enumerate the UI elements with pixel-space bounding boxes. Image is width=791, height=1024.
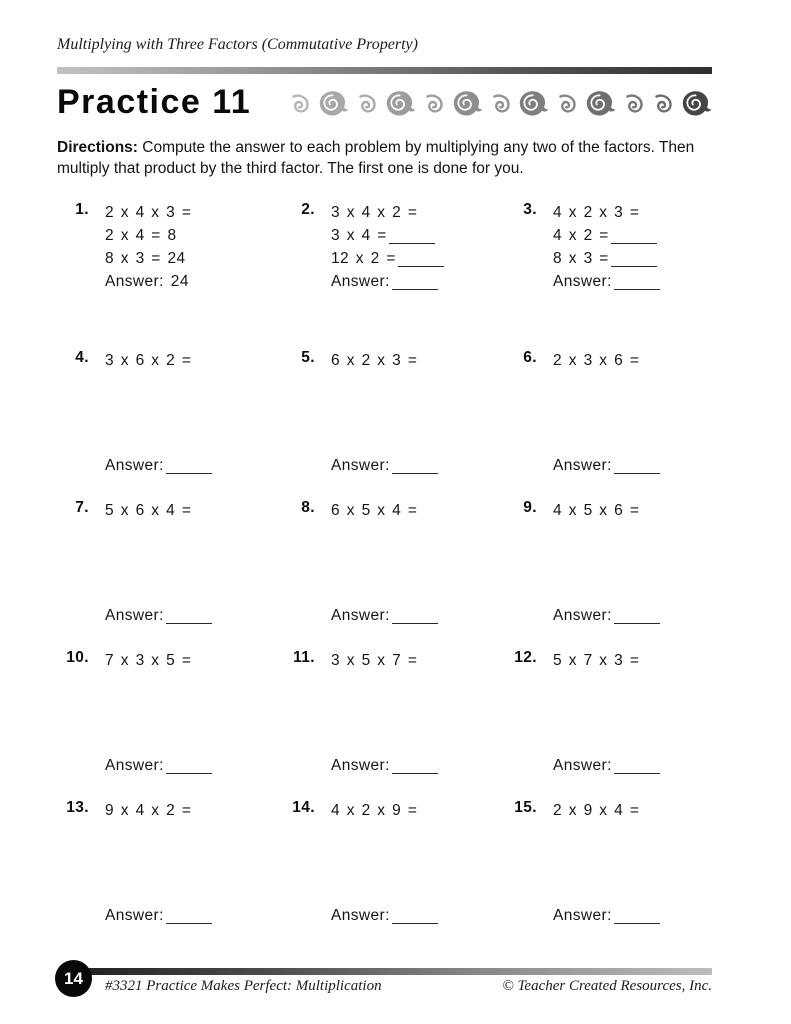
problem-equation: 7 x 3 x 5 = bbox=[105, 652, 192, 669]
problem bbox=[505, 201, 712, 349]
answer-blank-line[interactable] bbox=[392, 458, 438, 475]
masthead bbox=[57, 79, 712, 125]
problem-number: 1. bbox=[75, 201, 89, 218]
answer-blank-line[interactable] bbox=[392, 908, 438, 925]
answer-blank-line[interactable] bbox=[614, 458, 660, 475]
shell-spiral-icon bbox=[423, 93, 445, 115]
work-step: 2 x 4 = 8 bbox=[105, 227, 177, 244]
work-step: 12 x 2 = bbox=[331, 247, 505, 270]
work-step: 4 x 2 = bbox=[553, 224, 712, 247]
answer-blank-line[interactable] bbox=[392, 758, 438, 775]
problem-equation: 4 x 2 x 9 = bbox=[331, 802, 418, 819]
answer-label: Answer: bbox=[553, 273, 612, 290]
directions bbox=[57, 137, 715, 179]
answer-label: Answer: bbox=[553, 907, 612, 924]
answer-blank-line[interactable] bbox=[166, 758, 212, 775]
problem bbox=[283, 649, 505, 799]
problem bbox=[283, 201, 505, 349]
answer-label: Answer: bbox=[553, 607, 612, 624]
problem bbox=[57, 499, 283, 649]
answer-line bbox=[105, 754, 283, 777]
answer-line bbox=[331, 904, 505, 927]
answer-label: Answer: bbox=[331, 273, 390, 290]
problem-equation: 2 x 4 x 3 = bbox=[105, 204, 192, 221]
answer-line bbox=[105, 604, 283, 627]
problem-number: 6. bbox=[523, 349, 537, 366]
answer-label: Answer: bbox=[331, 757, 390, 774]
shell-spiral-icon bbox=[356, 93, 378, 115]
step-blank-line[interactable] bbox=[398, 251, 444, 268]
problem-number: 9. bbox=[523, 499, 537, 516]
problem-steps bbox=[331, 224, 505, 270]
footer-copyright: © Teacher Created Resources, Inc. bbox=[502, 978, 712, 994]
problem-number: 2. bbox=[301, 201, 315, 218]
work-step: 3 x 4 = bbox=[331, 224, 505, 247]
answer-line bbox=[331, 754, 505, 777]
problem-equation: 9 x 4 x 2 = bbox=[105, 802, 192, 819]
step-blank-line[interactable] bbox=[611, 228, 657, 245]
problem-steps bbox=[553, 224, 712, 270]
problem bbox=[57, 201, 283, 349]
answer-blank-line[interactable] bbox=[614, 608, 660, 625]
answer-label: Answer: bbox=[105, 757, 164, 774]
header-rule bbox=[57, 67, 712, 74]
problem bbox=[57, 799, 283, 949]
answer-line bbox=[553, 454, 712, 477]
problem-equation: 3 x 4 x 2 = bbox=[331, 204, 418, 221]
problem bbox=[283, 799, 505, 949]
answer-label: Answer: bbox=[553, 457, 612, 474]
problem-equation: 5 x 7 x 3 = bbox=[553, 652, 640, 669]
problem-equation: 4 x 5 x 6 = bbox=[553, 502, 640, 519]
problem-number: 10. bbox=[66, 649, 89, 666]
problem bbox=[505, 799, 712, 949]
problem bbox=[283, 499, 505, 649]
shell-spiral-icon bbox=[556, 93, 578, 115]
problem-equation: 2 x 3 x 6 = bbox=[553, 352, 640, 369]
problem-steps bbox=[105, 224, 283, 270]
answer-label: Answer: bbox=[105, 907, 164, 924]
directions-text: Compute the answer to each problem by multiplying any two of the factors. Then multiply that product by the third factor. The first one is done for you. bbox=[57, 139, 695, 177]
answer-label: Answer: bbox=[331, 607, 390, 624]
shell-icon bbox=[318, 90, 349, 118]
problem-equation: 4 x 2 x 3 = bbox=[553, 204, 640, 221]
problem-equation: 3 x 5 x 7 = bbox=[331, 652, 418, 669]
shell-spiral-icon bbox=[623, 93, 645, 115]
shell-icon bbox=[452, 90, 483, 118]
answer-blank-line[interactable] bbox=[614, 274, 660, 291]
directions-label: Directions: bbox=[57, 139, 138, 156]
page-title: Practice 11 bbox=[57, 82, 252, 121]
problem bbox=[57, 349, 283, 499]
problem bbox=[505, 349, 712, 499]
answer-label: Answer: bbox=[331, 457, 390, 474]
answer-blank-line[interactable] bbox=[166, 908, 212, 925]
work-step: 8 x 3 = bbox=[553, 247, 712, 270]
problem-equation: 6 x 5 x 4 = bbox=[331, 502, 418, 519]
problem-equation: 5 x 6 x 4 = bbox=[105, 502, 192, 519]
answer-line bbox=[331, 273, 438, 290]
problems-grid bbox=[57, 201, 712, 949]
page-number: 14 bbox=[64, 968, 83, 988]
answer-label: Answer: bbox=[105, 457, 164, 474]
answer-blank-line[interactable] bbox=[392, 274, 438, 291]
document-title: Multiplying with Three Factors (Commutative Property) bbox=[57, 36, 418, 53]
answer-blank-line[interactable] bbox=[614, 758, 660, 775]
answer-label: Answer: bbox=[553, 757, 612, 774]
footer-book-title: #3321 Practice Makes Perfect: Multiplication bbox=[105, 978, 382, 994]
footer-rule bbox=[74, 968, 712, 975]
shell-icon bbox=[518, 90, 549, 118]
problem-number: 11. bbox=[293, 649, 315, 666]
problem-number: 8. bbox=[301, 499, 315, 516]
problem bbox=[283, 349, 505, 499]
answer-line bbox=[331, 454, 505, 477]
shell-spiral-icon bbox=[490, 93, 512, 115]
answer-line bbox=[105, 904, 283, 927]
shell-spiral-icon bbox=[652, 93, 674, 115]
problem-number: 14. bbox=[292, 799, 315, 816]
problem-number: 5. bbox=[301, 349, 315, 366]
problem-number: 7. bbox=[75, 499, 89, 516]
problem bbox=[505, 649, 712, 799]
problem-equation: 3 x 6 x 2 = bbox=[105, 352, 192, 369]
answer-blank-line[interactable] bbox=[166, 458, 212, 475]
problem-equation: 2 x 9 x 4 = bbox=[553, 802, 640, 819]
shell-icon bbox=[585, 90, 616, 118]
answer-label: Answer: bbox=[331, 907, 390, 924]
answer-value: 24 bbox=[170, 273, 189, 290]
footer bbox=[105, 978, 712, 995]
problem-number: 15. bbox=[514, 799, 537, 816]
answer-label: Answer: bbox=[105, 607, 164, 624]
page-number-badge bbox=[55, 960, 92, 997]
answer-blank-line[interactable] bbox=[392, 608, 438, 625]
answer-blank-line[interactable] bbox=[614, 908, 660, 925]
problem-equation: 6 x 2 x 3 = bbox=[331, 352, 418, 369]
problem bbox=[505, 499, 712, 649]
step-blank-line[interactable] bbox=[611, 251, 657, 268]
problem bbox=[57, 649, 283, 799]
problem-number: 3. bbox=[523, 201, 537, 218]
answer-line bbox=[553, 273, 660, 290]
answer-line bbox=[553, 904, 712, 927]
answer-blank-line[interactable] bbox=[166, 608, 212, 625]
shell-icon bbox=[385, 90, 416, 118]
answer-line bbox=[553, 754, 712, 777]
step-blank-line[interactable] bbox=[389, 228, 435, 245]
answer-line bbox=[105, 273, 189, 290]
work-step: 8 x 3 = 24 bbox=[105, 250, 186, 267]
shell-icon bbox=[681, 90, 712, 118]
problem-number: 13. bbox=[66, 799, 89, 816]
problem-number: 4. bbox=[75, 349, 89, 366]
answer-label: Answer: bbox=[105, 273, 164, 290]
answer-line bbox=[553, 604, 712, 627]
problem-number: 12. bbox=[514, 649, 537, 666]
answer-line bbox=[331, 604, 505, 627]
shell-spiral-icon bbox=[289, 93, 311, 115]
shell-icons-row bbox=[289, 90, 712, 118]
answer-line bbox=[105, 454, 283, 477]
